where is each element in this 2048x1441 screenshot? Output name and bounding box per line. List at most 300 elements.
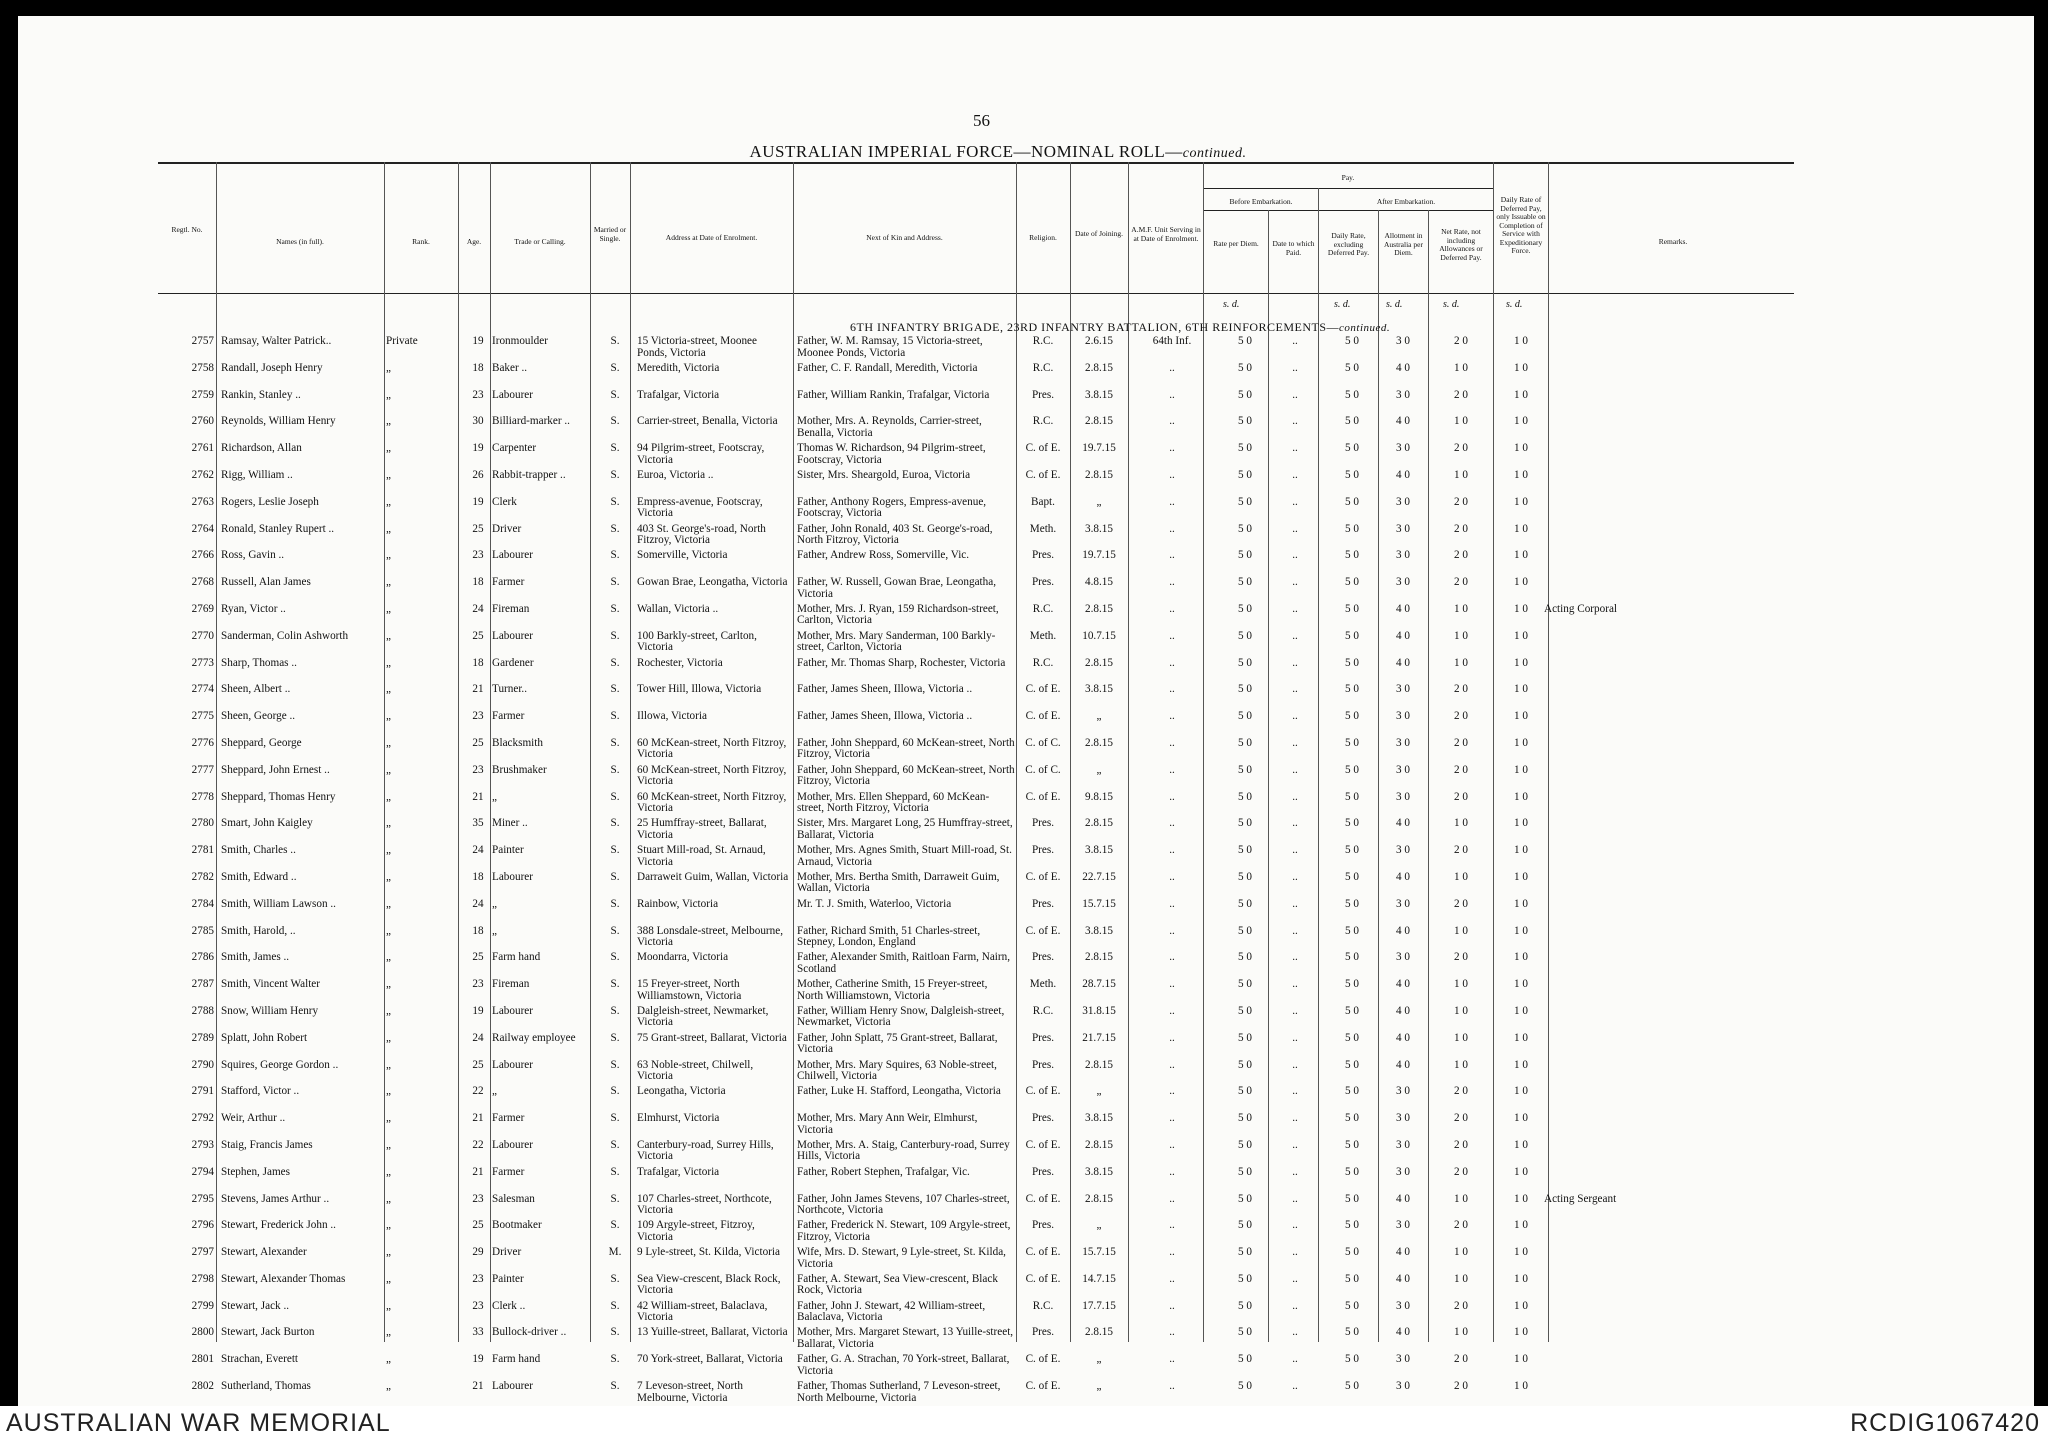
table-row — [18, 575, 2034, 602]
header-allotment: Allotment in Australia per Diem. — [1384, 231, 1423, 257]
cell-daily-rate: 5 0 — [1345, 335, 1359, 347]
cell-allotment: 4 0 — [1396, 1246, 1410, 1259]
cell-married-single: S. — [610, 1219, 620, 1232]
cell-rank: „ — [386, 1004, 391, 1017]
cell-net-rate: 2 0 — [1454, 1165, 1468, 1178]
cell-rate-per-diem: 5 0 — [1238, 736, 1252, 749]
cell-soldier-name: Stewart, Alexander Thomas — [221, 1272, 346, 1285]
cell-deferred-pay: 1 0 — [1514, 1246, 1528, 1259]
cell-soldier-name: Sheppard, George — [221, 736, 302, 749]
cell-date-joining: „ — [1096, 710, 1102, 723]
cell-deferred-pay: 1 0 — [1514, 1085, 1528, 1098]
table-row — [18, 1325, 2034, 1352]
cell-trade: Labourer — [492, 1004, 533, 1017]
cell-date-joining: 4.8.15 — [1085, 576, 1113, 589]
cell-date-paid: .. — [1292, 870, 1298, 883]
cell-net-rate: 1 0 — [1454, 1272, 1468, 1285]
cell-age: 24 — [472, 1031, 484, 1044]
cell-soldier-name: Rigg, William .. — [221, 468, 293, 481]
roll-table — [18, 334, 2034, 1406]
cell-address: 107 Charles-street, Northcote, Victoria — [637, 1192, 772, 1216]
cell-regtl-no: 2778 — [191, 790, 214, 803]
cell-address: Stuart Mill-road, St. Arnaud, Victoria — [637, 844, 766, 868]
header-net-rate: Net Rate, not including Allowances or Deferred Pay. — [1439, 227, 1483, 262]
cell-age: 21 — [472, 790, 484, 803]
cell-address: 388 Lonsdale-street, Melbourne, Victoria — [637, 924, 784, 949]
cell-soldier-name: Sharp, Thomas .. — [221, 656, 297, 669]
cell-deferred-pay: 1 0 — [1514, 549, 1528, 562]
cell-married-single: S. — [610, 924, 620, 937]
cell-date-paid: .. — [1292, 415, 1298, 428]
cell-allotment: 4 0 — [1396, 468, 1410, 481]
cell-date-paid: .. — [1292, 1219, 1298, 1232]
cell-rate-per-diem: 5 0 — [1238, 1326, 1252, 1339]
cell-regtl-no: 2794 — [191, 1165, 214, 1178]
table-row — [18, 870, 2034, 897]
cell-married-single: S. — [610, 415, 620, 428]
cell-age: 24 — [472, 844, 484, 857]
cell-date-paid: .. — [1292, 951, 1298, 964]
cell-next-of-kin: Mother, Mrs. Mary Sanderman, 100 Barkly-street, Carlton, Victoria — [797, 629, 996, 654]
cell-unit: .. — [1169, 897, 1175, 910]
cell-allotment: 3 0 — [1396, 388, 1410, 401]
cell-regtl-no: 2795 — [191, 1192, 214, 1205]
cell-religion: Pres. — [1031, 1112, 1055, 1125]
cell-trade: Farmer — [492, 576, 525, 589]
cell-address: Carrier-street, Benalla, Victoria — [637, 415, 778, 428]
cell-deferred-pay: 1 0 — [1514, 361, 1528, 374]
cell-soldier-name: Reynolds, William Henry — [221, 415, 336, 428]
cell-deferred-pay: 1 0 — [1514, 710, 1528, 723]
cell-allotment: 3 0 — [1396, 763, 1410, 776]
cell-address: Rochester, Victoria — [637, 656, 723, 669]
cell-unit: .. — [1169, 388, 1175, 401]
cell-next-of-kin: Father, John Splatt, 75 Grant-street, Ballarat, Victoria — [797, 1031, 998, 1056]
cell-trade: Turner.. — [492, 683, 528, 696]
cell-soldier-name: Weir, Arthur .. — [221, 1112, 286, 1125]
cell-married-single: S. — [610, 844, 620, 857]
table-row — [18, 1031, 2034, 1058]
cell-soldier-name: Snow, William Henry — [221, 1004, 319, 1017]
table-row — [18, 1084, 2034, 1111]
cell-age: 19 — [472, 335, 484, 347]
cell-next-of-kin: Father, John J. Stewart, 42 William-street, Balaclava, Victoria — [797, 1299, 986, 1324]
cell-rank: „ — [386, 1085, 391, 1098]
cell-net-rate: 1 0 — [1454, 629, 1468, 642]
cell-date-joining: „ — [1096, 763, 1102, 776]
cell-religion: C. of E. — [1025, 790, 1061, 803]
cell-unit: .. — [1169, 951, 1175, 964]
cell-deferred-pay: 1 0 — [1514, 495, 1528, 508]
cell-regtl-no: 2792 — [191, 1112, 214, 1125]
cell-unit: .. — [1169, 1031, 1175, 1044]
header-after-embarkation: After Embarkation. — [1376, 197, 1436, 206]
table-row — [18, 1218, 2034, 1245]
cell-net-rate: 2 0 — [1454, 763, 1468, 776]
cell-religion: Pres. — [1031, 1326, 1055, 1339]
cell-rate-per-diem: 5 0 — [1238, 790, 1252, 803]
cell-trade: Farmer — [492, 710, 525, 723]
cell-trade: Salesman — [492, 1192, 535, 1205]
header-regtl-no: Regtl. No. — [171, 225, 203, 234]
cell-religion: Pres. — [1031, 817, 1055, 830]
cell-trade: Bullock-driver .. — [492, 1326, 567, 1339]
pay-subrule — [1203, 188, 1493, 189]
cell-married-single: S. — [610, 442, 620, 455]
cell-allotment: 3 0 — [1396, 1138, 1410, 1151]
cell-married-single: S. — [610, 1380, 620, 1393]
cell-married-single: S. — [610, 468, 620, 481]
cell-date-joining: „ — [1096, 1353, 1102, 1366]
cell-next-of-kin: Father, John Sheppard, 60 McKean-street, North Fitzroy, Victoria — [797, 763, 1015, 788]
cell-address: Meredith, Victoria — [637, 361, 720, 374]
cell-next-of-kin: Sister, Mrs. Sheargold, Euroa, Victoria — [797, 468, 971, 481]
cell-date-joining: 28.7.15 — [1082, 978, 1116, 991]
cell-soldier-name: Sheppard, Thomas Henry — [221, 790, 336, 803]
cell-rate-per-diem: 5 0 — [1238, 442, 1252, 455]
cell-net-rate: 2 0 — [1454, 1219, 1468, 1232]
cell-trade: Brushmaker — [492, 763, 547, 776]
table-row — [18, 388, 2034, 415]
header-address: Address at Date of Enrolment. — [665, 233, 758, 242]
cell-rank: „ — [386, 1219, 391, 1232]
cell-soldier-name: Smith, Edward .. — [221, 870, 297, 883]
cell-married-single: S. — [610, 897, 620, 910]
unit-sd: s. d. — [1443, 299, 1460, 310]
cell-allotment: 4 0 — [1396, 656, 1410, 669]
cell-date-paid: .. — [1292, 736, 1298, 749]
cell-date-paid: .. — [1292, 602, 1298, 615]
cell-next-of-kin: Wife, Mrs. D. Stewart, 9 Lyle-street, St. Kilda, Victoria — [797, 1246, 1006, 1270]
cell-allotment: 4 0 — [1396, 361, 1410, 374]
table-row — [18, 763, 2034, 790]
cell-allotment: 3 0 — [1396, 844, 1410, 857]
cell-soldier-name: Strachan, Everett — [221, 1353, 299, 1366]
cell-rank: „ — [386, 1112, 391, 1125]
cell-next-of-kin: Father, Robert Stephen, Trafalgar, Vic. — [797, 1165, 970, 1178]
cell-soldier-name: Sheen, George .. — [221, 710, 296, 723]
cell-date-paid: .. — [1292, 1192, 1298, 1205]
cell-date-paid: .. — [1292, 1380, 1298, 1393]
unit-sd: s. d. — [1334, 299, 1351, 310]
cell-soldier-name: Smart, John Kaigley — [221, 817, 313, 830]
cell-next-of-kin: Mother, Mrs. Agnes Smith, Stuart Mill-road, St. Arnaud, Victoria — [797, 844, 1012, 868]
cell-religion: C. of E. — [1025, 1085, 1061, 1098]
cell-daily-rate: 5 0 — [1345, 522, 1359, 535]
cell-married-single: S. — [610, 736, 620, 749]
header-date-paid: Date to which Paid. — [1272, 239, 1315, 257]
cell-married-single: S. — [610, 978, 620, 991]
cell-address: 15 Freyer-street, North Williamstown, Victoria — [637, 978, 742, 1002]
cell-date-paid: .. — [1292, 897, 1298, 910]
cell-next-of-kin: Mother, Mrs. A. Staig, Canterbury-road, Surrey Hills, Victoria — [797, 1138, 1010, 1163]
header-deferred: Daily Rate of Deferred Pay, only Issuable on Completion of Service with Expeditionary Force. — [1496, 195, 1546, 255]
cell-age: 23 — [472, 1299, 484, 1312]
cell-regtl-no: 2789 — [191, 1031, 214, 1044]
table-row — [18, 1272, 2034, 1299]
cell-unit: .. — [1169, 1138, 1175, 1151]
cell-married-single: S. — [610, 710, 620, 723]
cell-address: Moondarra, Victoria — [637, 951, 729, 964]
cell-address: 7 Leveson-street, North Melbourne, Victoria — [637, 1380, 743, 1404]
cell-trade: Labourer — [492, 1058, 533, 1071]
cell-deferred-pay: 1 0 — [1514, 1138, 1528, 1151]
cell-trade: Fireman — [492, 978, 530, 991]
cell-religion: C. of E. — [1025, 710, 1061, 723]
cell-address: 63 Noble-street, Chilwell, Victoria — [637, 1058, 754, 1083]
cell-date-paid: .. — [1292, 817, 1298, 830]
cell-soldier-name: Stewart, Alexander — [221, 1246, 307, 1259]
cell-age: 19 — [472, 495, 484, 508]
cell-trade: „ — [492, 790, 497, 803]
cell-deferred-pay: 1 0 — [1514, 1004, 1528, 1017]
cell-regtl-no: 2785 — [191, 924, 214, 937]
cell-rate-per-diem: 5 0 — [1238, 1353, 1252, 1366]
cell-daily-rate: 5 0 — [1345, 1031, 1359, 1044]
cell-deferred-pay: 1 0 — [1514, 683, 1528, 696]
cell-allotment: 3 0 — [1396, 736, 1410, 749]
cell-rank: „ — [386, 790, 391, 803]
cell-net-rate: 1 0 — [1454, 602, 1468, 615]
cell-regtl-no: 2791 — [191, 1085, 214, 1098]
cell-trade: Painter — [492, 844, 524, 857]
cell-age: 35 — [472, 817, 484, 830]
cell-soldier-name: Sheppard, John Ernest .. — [221, 763, 330, 776]
cell-age: 18 — [472, 361, 484, 374]
cell-regtl-no: 2790 — [191, 1058, 214, 1071]
cell-trade: „ — [492, 897, 497, 910]
header-unit: A.M.F. Unit Serving in at Date of Enrolment. — [1131, 225, 1201, 243]
cell-unit: .. — [1169, 683, 1175, 696]
cell-allotment: 4 0 — [1396, 978, 1410, 991]
cell-unit: .. — [1169, 1353, 1175, 1366]
cell-married-single: M. — [608, 1246, 622, 1259]
cell-net-rate: 1 0 — [1454, 1031, 1468, 1044]
cell-married-single: S. — [610, 951, 620, 964]
cell-net-rate: 2 0 — [1454, 897, 1468, 910]
cell-next-of-kin: Mother, Mrs. Bertha Smith, Darraweit Guim, Wallan, Victoria — [797, 870, 1000, 895]
cell-rate-per-diem: 5 0 — [1238, 951, 1252, 964]
cell-rate-per-diem: 5 0 — [1238, 576, 1252, 589]
cell-next-of-kin: Father, Richard Smith, 51 Charles-street, Stepney, London, England — [797, 924, 981, 949]
cell-regtl-no: 2781 — [191, 844, 214, 857]
cell-regtl-no: 2770 — [191, 629, 214, 642]
cell-religion: C. of E. — [1025, 1246, 1061, 1259]
cell-soldier-name: Stafford, Victor .. — [221, 1085, 300, 1098]
cell-address: 109 Argyle-street, Fitzroy, Victoria — [637, 1219, 755, 1243]
cell-trade: Farm hand — [492, 1353, 541, 1366]
cell-next-of-kin: Mr. T. J. Smith, Waterloo, Victoria — [797, 897, 952, 910]
cell-age: 23 — [472, 1272, 484, 1285]
cell-net-rate: 2 0 — [1454, 736, 1468, 749]
cell-net-rate: 1 0 — [1454, 1192, 1468, 1205]
cell-daily-rate: 5 0 — [1345, 1246, 1359, 1259]
cell-next-of-kin: Mother, Mrs. Margaret Stewart, 13 Yuille-street, Ballarat, Victoria — [797, 1326, 1014, 1350]
cell-age: 22 — [472, 1085, 484, 1098]
cell-date-paid: .. — [1292, 442, 1298, 455]
cell-rate-per-diem: 5 0 — [1238, 978, 1252, 991]
cell-trade: Farm hand — [492, 951, 541, 964]
cell-allotment: 3 0 — [1396, 1085, 1410, 1098]
cell-date-joining: 2.8.15 — [1085, 468, 1113, 481]
cell-rank: „ — [386, 656, 391, 669]
cell-soldier-name: Smith, Vincent Walter — [221, 978, 320, 991]
cell-unit: .. — [1169, 468, 1175, 481]
cell-regtl-no: 2762 — [191, 468, 214, 481]
cell-rank: „ — [386, 1246, 391, 1259]
cell-regtl-no: 2801 — [191, 1353, 214, 1366]
cell-unit: .. — [1169, 1004, 1175, 1017]
cell-rate-per-diem: 5 0 — [1238, 1112, 1252, 1125]
cell-soldier-name: Stewart, Frederick John .. — [221, 1219, 336, 1232]
cell-address: 60 McKean-street, North Fitzroy, Victoria — [637, 763, 787, 788]
table-row — [18, 656, 2034, 683]
cell-religion: R.C. — [1032, 602, 1054, 615]
cell-age: 25 — [472, 629, 484, 642]
cell-date-paid: .. — [1292, 1246, 1298, 1259]
cell-regtl-no: 2769 — [191, 602, 214, 615]
cell-daily-rate: 5 0 — [1345, 1058, 1359, 1071]
cell-daily-rate: 5 0 — [1345, 1272, 1359, 1285]
cell-deferred-pay: 1 0 — [1514, 1380, 1528, 1393]
header-names: Names (in full). — [276, 237, 324, 246]
cell-soldier-name: Ross, Gavin .. — [221, 549, 285, 562]
cell-unit: .. — [1169, 361, 1175, 374]
cell-next-of-kin: Father, Anthony Rogers, Empress-avenue, Footscray, Victoria — [797, 495, 987, 520]
cell-address: 42 William-street, Balaclava, Victoria — [637, 1299, 768, 1324]
cell-religion: C. of E. — [1025, 870, 1061, 883]
cell-rate-per-diem: 5 0 — [1238, 388, 1252, 401]
cell-address: Dalgleish-street, Newmarket, Victoria — [637, 1004, 769, 1029]
cell-net-rate: 2 0 — [1454, 1138, 1468, 1151]
cell-age: 24 — [472, 602, 484, 615]
cell-regtl-no: 2759 — [191, 388, 214, 401]
cell-rank: „ — [386, 844, 391, 857]
cell-age: 24 — [472, 897, 484, 910]
cell-trade: Fireman — [492, 602, 530, 615]
cell-soldier-name: Ronald, Stanley Rupert .. — [221, 522, 335, 535]
cell-religion: Pres. — [1031, 1219, 1055, 1232]
cell-rate-per-diem: 5 0 — [1238, 602, 1252, 615]
table-row — [18, 1004, 2034, 1031]
cell-net-rate: 2 0 — [1454, 522, 1468, 535]
cell-married-single: S. — [610, 790, 620, 803]
cell-married-single: S. — [610, 1353, 620, 1366]
cell-regtl-no: 2766 — [191, 549, 214, 562]
cell-trade: Painter — [492, 1272, 524, 1285]
cell-age: 26 — [472, 468, 484, 481]
cell-rate-per-diem: 5 0 — [1238, 522, 1252, 535]
cell-daily-rate: 5 0 — [1345, 710, 1359, 723]
cell-date-joining: 31.8.15 — [1082, 1004, 1116, 1017]
header-remarks: Remarks. — [1658, 237, 1688, 246]
cell-net-rate: 1 0 — [1454, 817, 1468, 830]
cell-allotment: 4 0 — [1396, 1326, 1410, 1339]
cell-rate-per-diem: 5 0 — [1238, 1085, 1252, 1098]
cell-age: 23 — [472, 1192, 484, 1205]
cell-rate-per-diem: 5 0 — [1238, 656, 1252, 669]
cell-unit: .. — [1169, 442, 1175, 455]
cell-address: Empress-avenue, Footscray, Victoria — [637, 495, 763, 520]
cell-date-joining: 17.7.15 — [1082, 1299, 1116, 1312]
cell-married-single: S. — [610, 1112, 620, 1125]
cell-address: Trafalgar, Victoria — [637, 388, 720, 401]
cell-next-of-kin: Father, William Henry Snow, Dalgleish-street, Newmarket, Victoria — [797, 1004, 1005, 1029]
cell-date-joining: 21.7.15 — [1082, 1031, 1116, 1044]
cell-soldier-name: Sanderman, Colin Ashworth — [221, 629, 349, 642]
cell-rank: „ — [386, 388, 391, 401]
cell-date-joining: 2.8.15 — [1085, 656, 1113, 669]
cell-religion: C. of E. — [1025, 1138, 1061, 1151]
cell-date-joining: „ — [1096, 1219, 1102, 1232]
cell-soldier-name: Richardson, Allan — [221, 442, 302, 455]
cell-daily-rate: 5 0 — [1345, 1192, 1359, 1205]
cell-soldier-name: Rankin, Stanley .. — [221, 388, 301, 401]
cell-age: 25 — [472, 736, 484, 749]
cell-next-of-kin: Father, John Sheppard, 60 McKean-street, North Fitzroy, Victoria — [797, 736, 1015, 761]
table-row — [18, 977, 2034, 1004]
cell-married-single: S. — [610, 1299, 620, 1312]
cell-daily-rate: 5 0 — [1345, 1353, 1359, 1366]
header-before-embarkation: Before Embarkation. — [1229, 197, 1293, 206]
cell-next-of-kin: Father, A. Stewart, Sea View-crescent, Black Rock, Victoria — [797, 1272, 998, 1297]
cell-daily-rate: 5 0 — [1345, 870, 1359, 883]
cell-age: 21 — [472, 1380, 484, 1393]
cell-married-single: S. — [610, 629, 620, 642]
cell-soldier-name: Staig, Francis James — [221, 1138, 313, 1151]
cell-address: Wallan, Victoria .. — [637, 602, 719, 615]
cell-address: Trafalgar, Victoria — [637, 1165, 720, 1178]
cell-allotment: 4 0 — [1396, 870, 1410, 883]
cell-rank: „ — [386, 1299, 391, 1312]
cell-age: 18 — [472, 576, 484, 589]
cell-daily-rate: 5 0 — [1345, 1380, 1359, 1393]
cell-rank: „ — [386, 1326, 391, 1339]
cell-married-single: S. — [610, 495, 620, 508]
cell-regtl-no: 2764 — [191, 522, 214, 535]
cell-deferred-pay: 1 0 — [1514, 1353, 1528, 1366]
cell-address: Gowan Brae, Leongatha, Victoria — [637, 576, 788, 589]
cell-net-rate: 1 0 — [1454, 468, 1468, 481]
page-number: 56 — [973, 111, 990, 130]
table-row — [18, 468, 2034, 495]
cell-soldier-name: Rogers, Leslie Joseph — [221, 495, 319, 508]
cell-rank: „ — [386, 1138, 391, 1151]
table-row — [18, 790, 2034, 817]
table-row — [18, 1192, 2034, 1219]
table-row — [18, 682, 2034, 709]
cell-date-paid: .. — [1292, 468, 1298, 481]
cell-regtl-no: 2774 — [191, 683, 214, 696]
cell-allotment: 4 0 — [1396, 602, 1410, 615]
header-kin: Next of Kin and Address. — [866, 233, 943, 242]
table-row — [18, 1245, 2034, 1272]
cell-regtl-no: 2760 — [191, 415, 214, 428]
cell-trade: Labourer — [492, 388, 533, 401]
cell-regtl-no: 2793 — [191, 1138, 214, 1151]
cell-net-rate: 2 0 — [1454, 683, 1468, 696]
cell-date-joining: 15.7.15 — [1082, 1246, 1116, 1259]
cell-deferred-pay: 1 0 — [1514, 1165, 1528, 1178]
cell-net-rate: 2 0 — [1454, 576, 1468, 589]
cell-daily-rate: 5 0 — [1345, 951, 1359, 964]
cell-deferred-pay: 1 0 — [1514, 1219, 1528, 1232]
cell-unit: .. — [1169, 790, 1175, 803]
cell-deferred-pay: 1 0 — [1514, 951, 1528, 964]
cell-address: 60 McKean-street, North Fitzroy, Victoria — [637, 790, 787, 815]
cell-allotment: 4 0 — [1396, 1004, 1410, 1017]
cell-soldier-name: Squires, George Gordon .. — [221, 1058, 339, 1071]
